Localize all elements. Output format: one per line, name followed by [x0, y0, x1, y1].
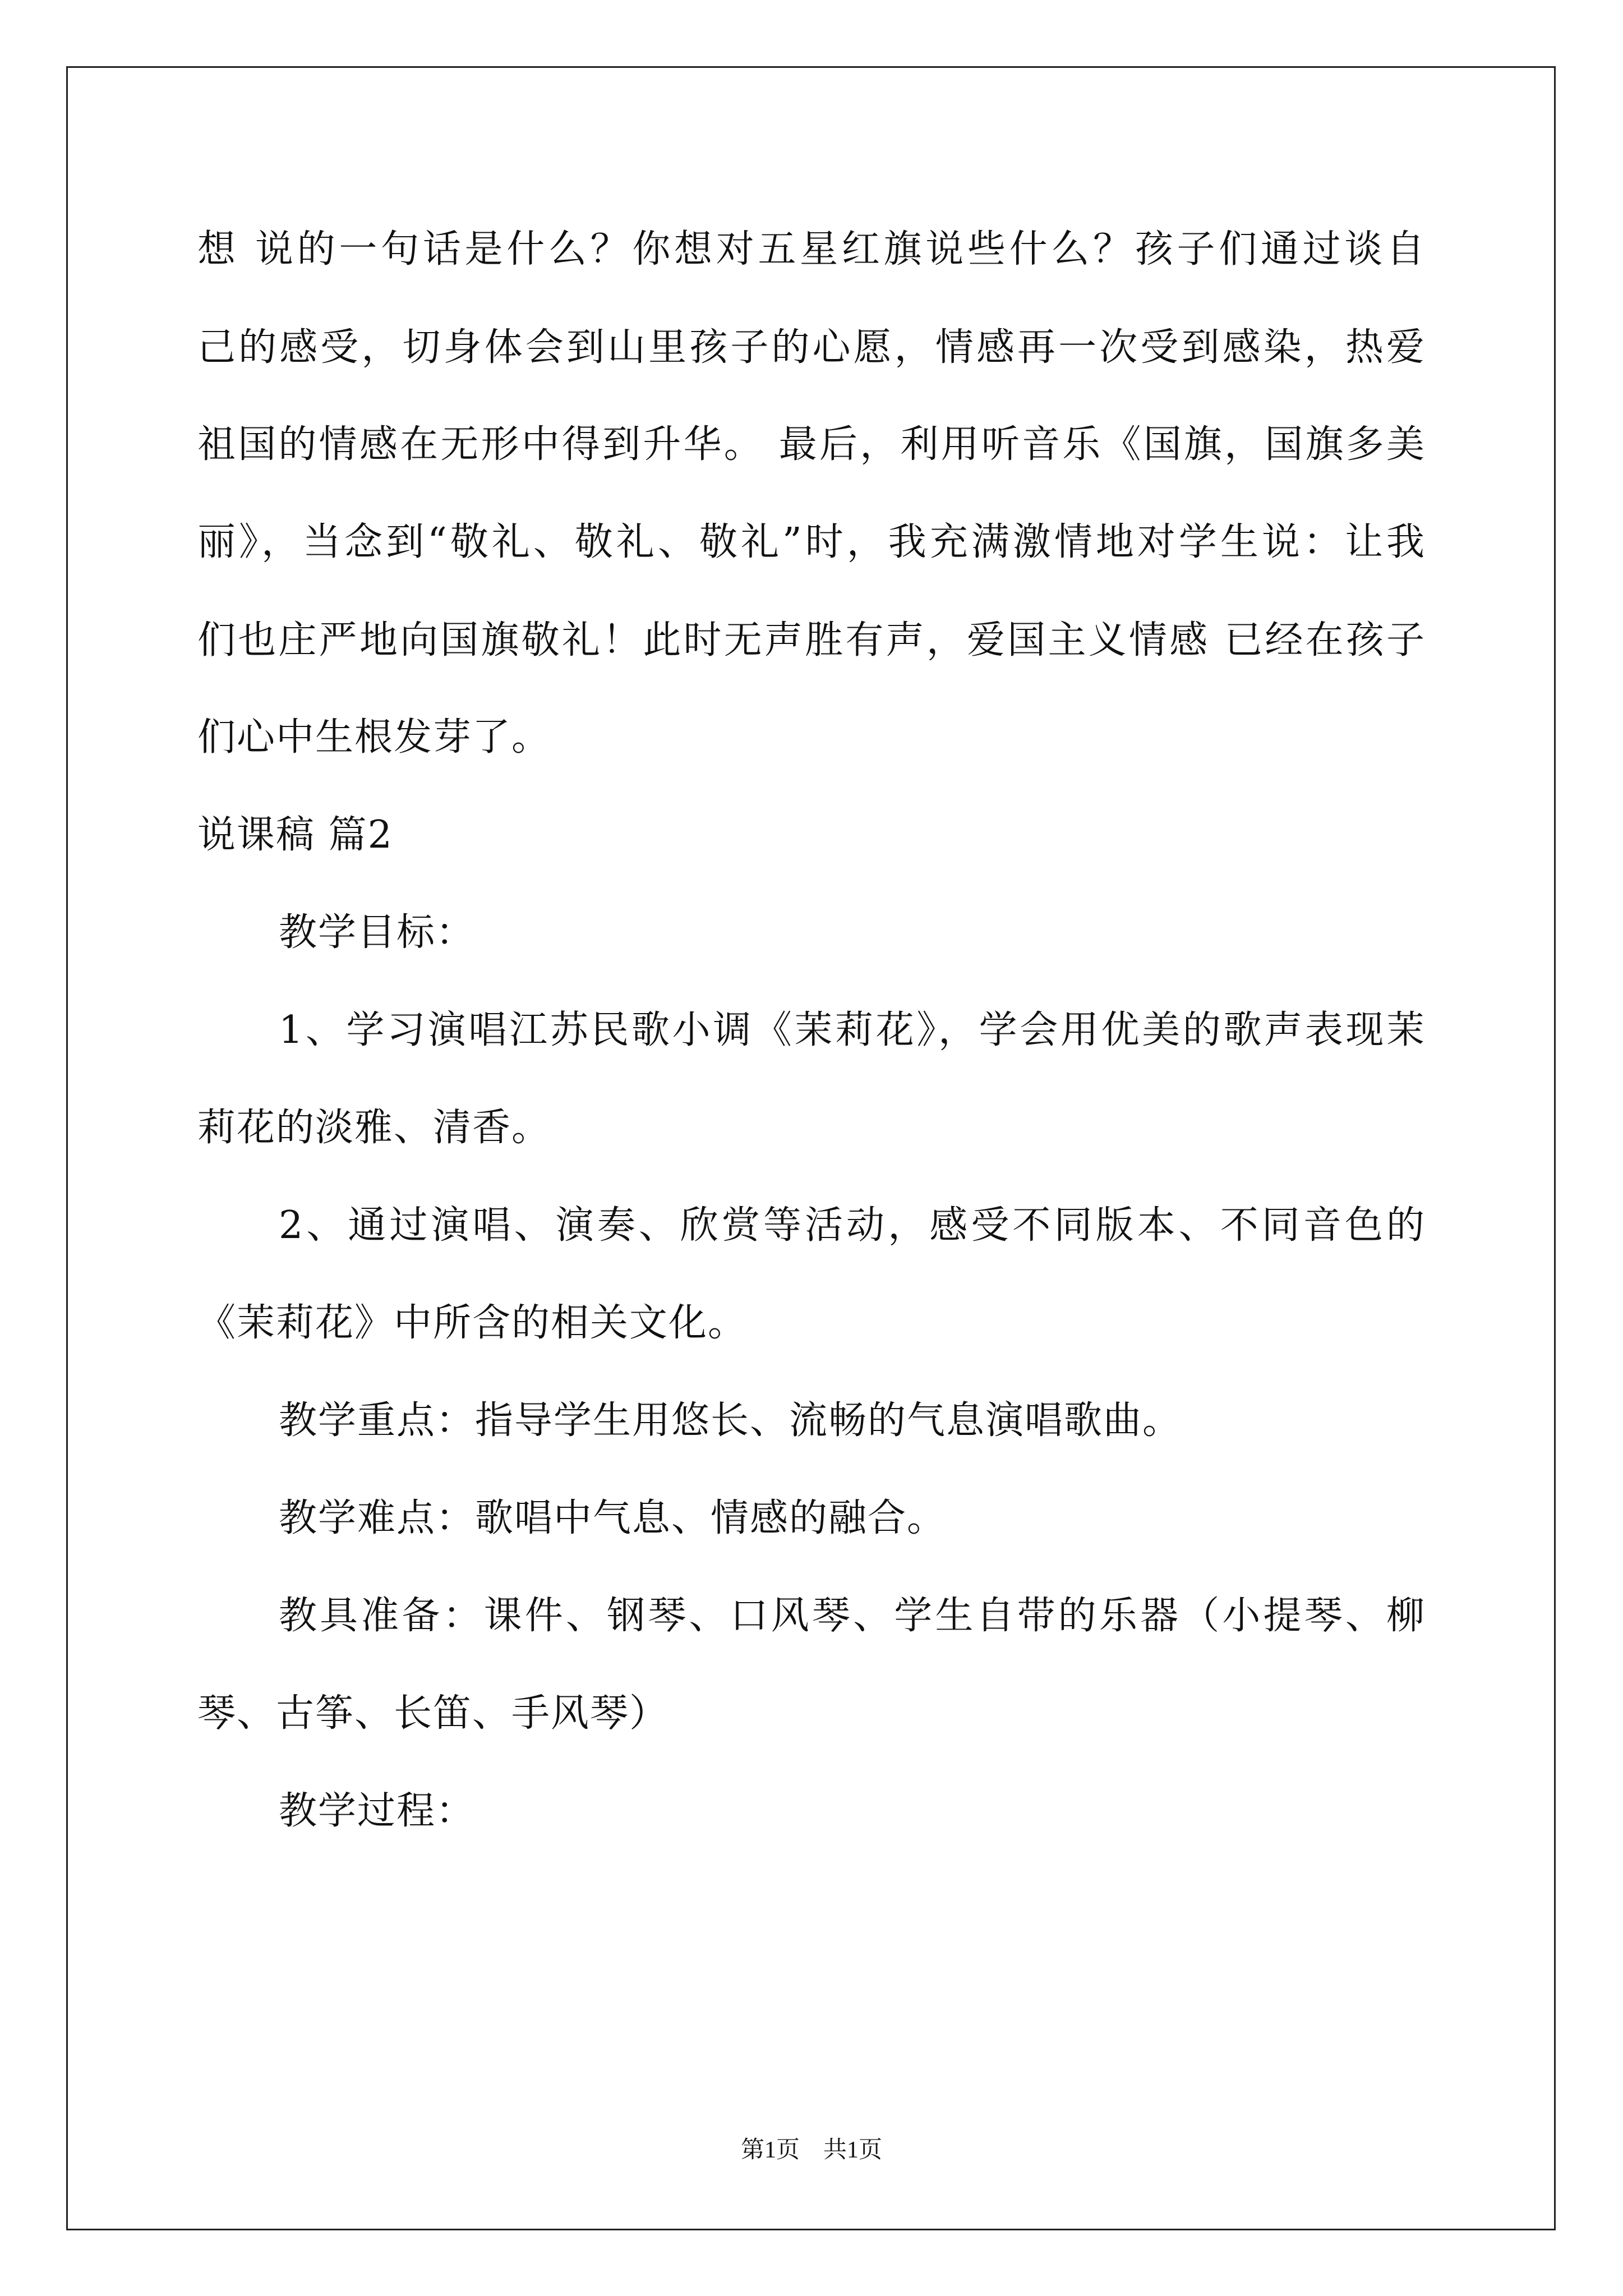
body-line-2: 己的感受，切身体会到山里孩子的心愿，情感再一次受到感染，热爱: [197, 325, 1426, 370]
goal-2-line-1: 2、通过演唱、演奏、欣赏等活动，感受不同版本、不同音色的: [279, 1203, 1426, 1248]
teaching-process-heading: 教学过程：: [279, 1789, 476, 1833]
body-line-3: 祖国的情感在无形中得到升华。 最后，利用听音乐《国旗，国旗多美: [197, 422, 1426, 467]
body-line-6: 们心中生根发芽了。: [197, 715, 551, 760]
section-heading: 说课稿 篇2: [197, 813, 393, 857]
goal-1-line-2: 莉花的淡雅、清香。: [197, 1106, 551, 1150]
body-line-5: 们也庄严地向国旗敬礼！此时无声胜有声，爱国主义情感 已经在孩子: [197, 618, 1426, 662]
teaching-aids-line-1: 教具准备：课件、钢琴、口风琴、学生自带的乐器（小提琴、柳: [279, 1594, 1426, 1638]
teaching-aids-line-2: 琴、古筝、长笛、手风琴）: [197, 1691, 669, 1736]
goal-1-line-1: 1、学习演唱江苏民歌小调《茉莉花》，学会用优美的歌声表现茉: [279, 1008, 1426, 1052]
body-line-4: 丽》，当念到“敬礼、敬礼、敬礼”时，我充满激情地对学生说：让我: [197, 520, 1426, 564]
body-line-1: 想 说的一句话是什么？你想对五星红旗说些什么？孩子们通过谈自: [197, 227, 1426, 272]
teaching-goals-heading: 教学目标：: [279, 910, 476, 955]
page-footer: 第1页 共1页: [740, 2137, 882, 2163]
teaching-focus: 教学重点：指导学生用悠长、流畅的气息演唱歌曲。: [279, 1398, 1182, 1443]
teaching-difficulty: 教学难点：歌唱中气息、情感的融合。: [279, 1496, 947, 1540]
goal-2-line-2: 《茉莉花》中所含的相关文化。: [197, 1301, 748, 1345]
